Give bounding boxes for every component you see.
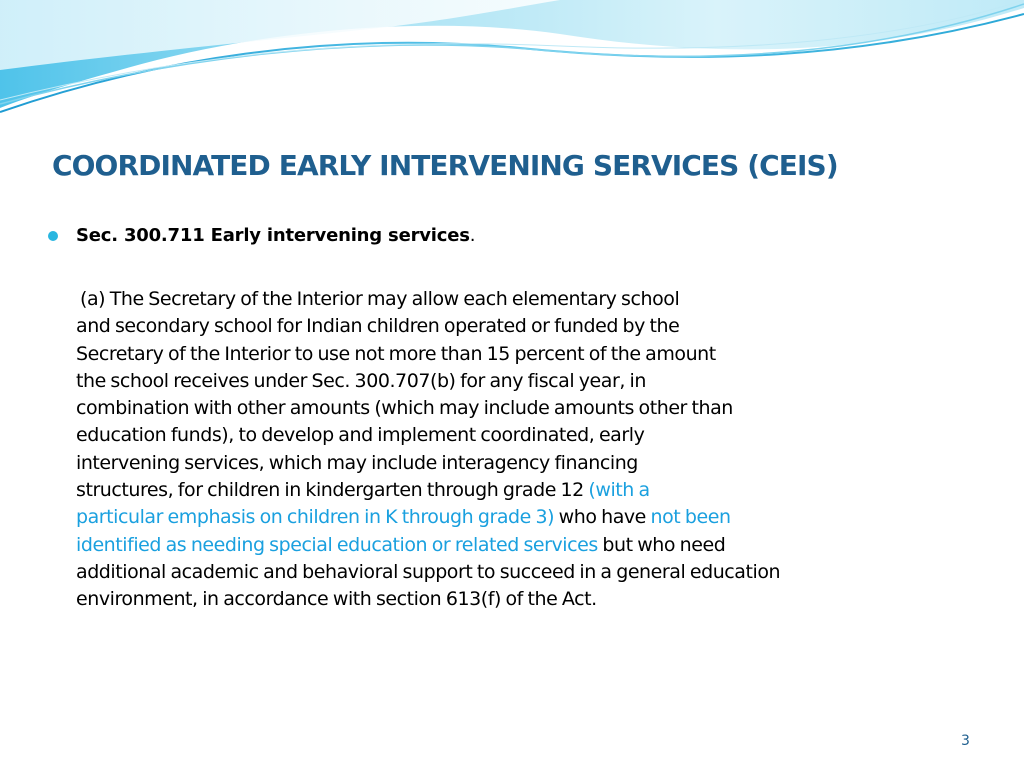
highlighted-text: identified as needing special education or related services bbox=[76, 533, 598, 556]
paragraph-line: intervening services, which may include interagency financing bbox=[76, 451, 638, 474]
paragraph-line: and secondary school for Indian children operated or funded by the bbox=[76, 315, 680, 338]
paragraph-line: Secretary of the Interior to use not more than 15 percent of the amount bbox=[76, 342, 716, 365]
paragraph-line: environment, in accordance with section 613(f) of the Act. bbox=[76, 588, 597, 611]
highlighted-text: not been bbox=[650, 506, 731, 529]
paragraph-line: (a) The Secretary of the Interior may allow each elementary school bbox=[80, 288, 680, 310]
bullet-item bbox=[48, 225, 475, 246]
page-number: 3 bbox=[961, 733, 970, 749]
bullet-dot-icon bbox=[48, 231, 58, 241]
section-heading-period: . bbox=[469, 225, 476, 246]
paragraph-line bbox=[76, 532, 1006, 559]
paragraph-line: additional academic and behavioral support to succeed in a general education bbox=[76, 560, 781, 583]
header-wave-decoration bbox=[0, 0, 1024, 120]
paragraph-line: the school receives under Sec. 300.707(b) for any fiscal year, in bbox=[76, 369, 646, 392]
slide-title: COORDINATED EARLY INTERVENING SERVICES (CEIS) bbox=[52, 149, 838, 182]
paragraph-line bbox=[76, 504, 1006, 531]
highlighted-text: (with a bbox=[588, 479, 650, 502]
paragraph-text: but who need bbox=[597, 533, 726, 556]
paragraph-line: combination with other amounts (which may include amounts other than bbox=[76, 397, 733, 420]
section-heading: Sec. 300.711 Early intervening services bbox=[76, 225, 470, 246]
highlighted-text: particular emphasis on children in K through grade 3) bbox=[76, 506, 555, 529]
paragraph-text: who have bbox=[554, 506, 651, 529]
section-paragraph bbox=[76, 286, 1006, 614]
bullet-text bbox=[76, 225, 475, 246]
paragraph-line: education funds), to develop and implement coordinated, early bbox=[76, 424, 645, 447]
paragraph-line bbox=[76, 477, 1006, 504]
wave-band-highlight bbox=[0, 0, 560, 70]
paragraph-text: structures, for children in kindergarten through grade 12 bbox=[76, 479, 589, 502]
